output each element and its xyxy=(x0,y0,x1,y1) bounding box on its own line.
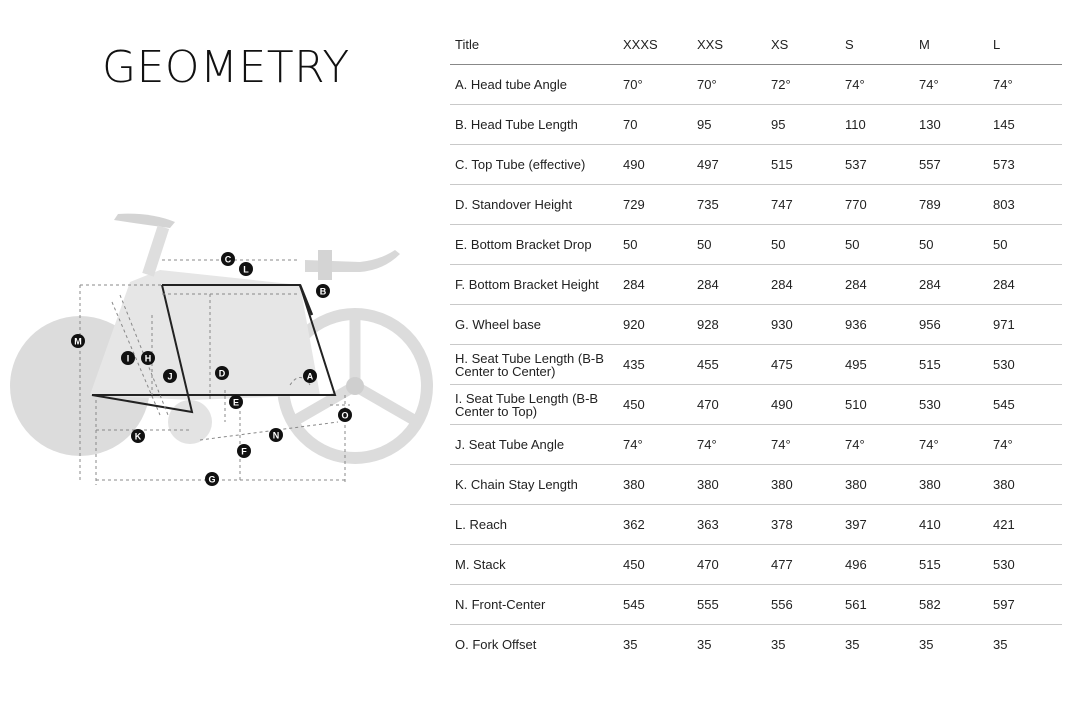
table-cell: 74° xyxy=(692,425,766,465)
table-cell: 145 xyxy=(988,105,1062,145)
table-cell: 928 xyxy=(692,305,766,345)
table-cell: 530 xyxy=(914,385,988,425)
table-cell: 74° xyxy=(988,65,1062,105)
bike-geometry-diagram xyxy=(0,190,440,510)
table-cell: 50 xyxy=(914,225,988,265)
table-cell: 284 xyxy=(914,265,988,305)
svg-text:D: D xyxy=(218,368,226,379)
row-label: E. Bottom Bracket Drop xyxy=(450,225,618,265)
table-cell: 597 xyxy=(988,585,1062,625)
table-cell: 556 xyxy=(766,585,840,625)
svg-text:L: L xyxy=(243,264,249,275)
table-row xyxy=(450,305,1062,345)
table-cell: 803 xyxy=(988,185,1062,225)
svg-text:H: H xyxy=(144,353,152,364)
table-cell: 74° xyxy=(840,425,914,465)
table-row xyxy=(450,425,1062,465)
table-row xyxy=(450,185,1062,225)
saddle xyxy=(114,214,175,228)
svg-text:A: A xyxy=(306,371,314,382)
svg-text:C: C xyxy=(224,254,232,265)
marker-b xyxy=(316,284,330,298)
row-label: C. Top Tube (effective) xyxy=(450,145,618,185)
table-cell: 470 xyxy=(692,385,766,425)
table-cell: 490 xyxy=(766,385,840,425)
table-cell: 515 xyxy=(914,345,988,385)
table-cell: 284 xyxy=(692,265,766,305)
table-cell: 74° xyxy=(988,425,1062,465)
table-cell: 74° xyxy=(766,425,840,465)
table-cell: 537 xyxy=(840,145,914,185)
table-cell: 362 xyxy=(618,505,692,545)
table-cell: 35 xyxy=(692,625,766,665)
table-cell: 747 xyxy=(766,185,840,225)
marker-f xyxy=(237,444,251,458)
row-label: A. Head tube Angle xyxy=(450,65,618,105)
marker-o xyxy=(338,408,352,422)
table-cell: 450 xyxy=(618,385,692,425)
marker-i xyxy=(121,351,135,365)
frame-fill xyxy=(90,270,320,400)
table-cell: 956 xyxy=(914,305,988,345)
table-cell: 770 xyxy=(840,185,914,225)
table-cell: 284 xyxy=(618,265,692,305)
table-cell: 95 xyxy=(766,105,840,145)
row-label: I. Seat Tube Length (B-B Center to Top) xyxy=(450,385,618,425)
table-cell: 72° xyxy=(766,65,840,105)
table-cell: 284 xyxy=(988,265,1062,305)
table-body xyxy=(450,65,1062,665)
table-cell: 573 xyxy=(988,145,1062,185)
table-row xyxy=(450,145,1062,185)
table-cell: 789 xyxy=(914,185,988,225)
table-cell: 477 xyxy=(766,545,840,585)
table-cell: 530 xyxy=(988,545,1062,585)
table-row xyxy=(450,65,1062,105)
table-cell: 920 xyxy=(618,305,692,345)
row-label: D. Standover Height xyxy=(450,185,618,225)
bike-geometry-svg xyxy=(0,190,440,510)
row-label: G. Wheel base xyxy=(450,305,618,345)
row-label: L. Reach xyxy=(450,505,618,545)
row-label: O. Fork Offset xyxy=(450,625,618,665)
table-cell: 110 xyxy=(840,105,914,145)
table-cell: 490 xyxy=(618,145,692,185)
table-cell: 515 xyxy=(766,145,840,185)
svg-text:O: O xyxy=(341,410,349,421)
row-label: M. Stack xyxy=(450,545,618,585)
column-header: S xyxy=(845,37,854,52)
table-cell: 363 xyxy=(692,505,766,545)
marker-e xyxy=(229,395,243,409)
table-row xyxy=(450,625,1062,665)
table-cell: 510 xyxy=(840,385,914,425)
svg-text:B: B xyxy=(319,286,327,297)
table-cell: 380 xyxy=(766,465,840,505)
page-title: GEOMETRY xyxy=(102,42,350,93)
table-cell: 50 xyxy=(988,225,1062,265)
table-cell: 70° xyxy=(618,65,692,105)
table-cell: 450 xyxy=(618,545,692,585)
table-cell: 74° xyxy=(618,425,692,465)
table-cell: 545 xyxy=(988,385,1062,425)
svg-text:K: K xyxy=(134,431,142,442)
table-cell: 561 xyxy=(840,585,914,625)
marker-h xyxy=(141,351,155,365)
table-cell: 70 xyxy=(618,105,692,145)
table-cell: 455 xyxy=(692,345,766,385)
marker-a xyxy=(303,369,317,383)
table-cell: 380 xyxy=(840,465,914,505)
table-cell: 421 xyxy=(988,505,1062,545)
table-cell: 35 xyxy=(988,625,1062,665)
column-header: M xyxy=(919,37,930,52)
marker-j xyxy=(163,369,177,383)
row-label: N. Front-Center xyxy=(450,585,618,625)
table-cell: 936 xyxy=(840,305,914,345)
table-cell: 50 xyxy=(692,225,766,265)
table-cell: 130 xyxy=(914,105,988,145)
table-cell: 380 xyxy=(692,465,766,505)
table-cell: 378 xyxy=(766,505,840,545)
table-cell: 284 xyxy=(766,265,840,305)
table-cell: 470 xyxy=(692,545,766,585)
table-cell: 582 xyxy=(914,585,988,625)
table-cell: 435 xyxy=(618,345,692,385)
table-cell: 74° xyxy=(840,65,914,105)
table-cell: 380 xyxy=(988,465,1062,505)
table-row xyxy=(450,465,1062,505)
table-cell: 496 xyxy=(840,545,914,585)
table-row xyxy=(450,585,1062,625)
column-header: XXXS xyxy=(623,37,658,52)
svg-text:I: I xyxy=(126,353,130,364)
marker-l xyxy=(239,262,253,276)
table-cell: 35 xyxy=(618,625,692,665)
geometry-table-container xyxy=(450,25,1048,664)
row-label: F. Bottom Bracket Height xyxy=(450,265,618,305)
row-label: B. Head Tube Length xyxy=(450,105,618,145)
table-cell: 95 xyxy=(692,105,766,145)
svg-text:J: J xyxy=(167,371,173,382)
table-cell: 530 xyxy=(988,345,1062,385)
marker-n xyxy=(269,428,283,442)
table-cell: 557 xyxy=(914,145,988,185)
table-row xyxy=(450,545,1062,585)
table-cell: 735 xyxy=(692,185,766,225)
table-row xyxy=(450,345,1062,385)
table-cell: 35 xyxy=(840,625,914,665)
table-cell: 70° xyxy=(692,65,766,105)
table-cell: 50 xyxy=(618,225,692,265)
svg-text:E: E xyxy=(232,397,240,408)
table-row xyxy=(450,225,1062,265)
marker-m xyxy=(71,334,85,348)
table-row xyxy=(450,385,1062,425)
bike-silhouette xyxy=(10,214,427,458)
table-cell: 555 xyxy=(692,585,766,625)
table-cell: 729 xyxy=(618,185,692,225)
marker-k xyxy=(131,429,145,443)
geometry-table xyxy=(450,25,1062,664)
column-header: XXS xyxy=(697,37,724,52)
table-cell: 930 xyxy=(766,305,840,345)
table-cell: 74° xyxy=(914,425,988,465)
table-cell: 380 xyxy=(914,465,988,505)
table-cell: 74° xyxy=(914,65,988,105)
column-header: Title xyxy=(455,37,480,52)
table-cell: 50 xyxy=(840,225,914,265)
table-row xyxy=(450,105,1062,145)
row-label: J. Seat Tube Angle xyxy=(450,425,618,465)
row-label: K. Chain Stay Length xyxy=(450,465,618,505)
svg-text:F: F xyxy=(241,446,247,457)
table-cell: 971 xyxy=(988,305,1062,345)
table-cell: 284 xyxy=(840,265,914,305)
column-header: XS xyxy=(771,37,789,52)
svg-text:M: M xyxy=(74,336,82,347)
marker-g xyxy=(205,472,219,486)
seatpost xyxy=(142,225,169,276)
table-cell: 397 xyxy=(840,505,914,545)
table-cell: 410 xyxy=(914,505,988,545)
marker-c xyxy=(221,252,235,266)
table-cell: 495 xyxy=(840,345,914,385)
svg-text:N: N xyxy=(272,430,280,441)
table-cell: 50 xyxy=(766,225,840,265)
column-header: L xyxy=(993,37,1001,52)
table-cell: 515 xyxy=(914,545,988,585)
table-row xyxy=(450,505,1062,545)
marker-d xyxy=(215,366,229,380)
table-cell: 35 xyxy=(766,625,840,665)
table-row xyxy=(450,265,1062,305)
table-cell: 497 xyxy=(692,145,766,185)
table-header-row xyxy=(450,25,1062,65)
table-cell: 35 xyxy=(914,625,988,665)
table-cell: 475 xyxy=(766,345,840,385)
table-cell: 380 xyxy=(618,465,692,505)
svg-text:G: G xyxy=(208,474,216,485)
row-label: H. Seat Tube Length (B-B Center to Center) xyxy=(450,345,618,385)
table-cell: 545 xyxy=(618,585,692,625)
